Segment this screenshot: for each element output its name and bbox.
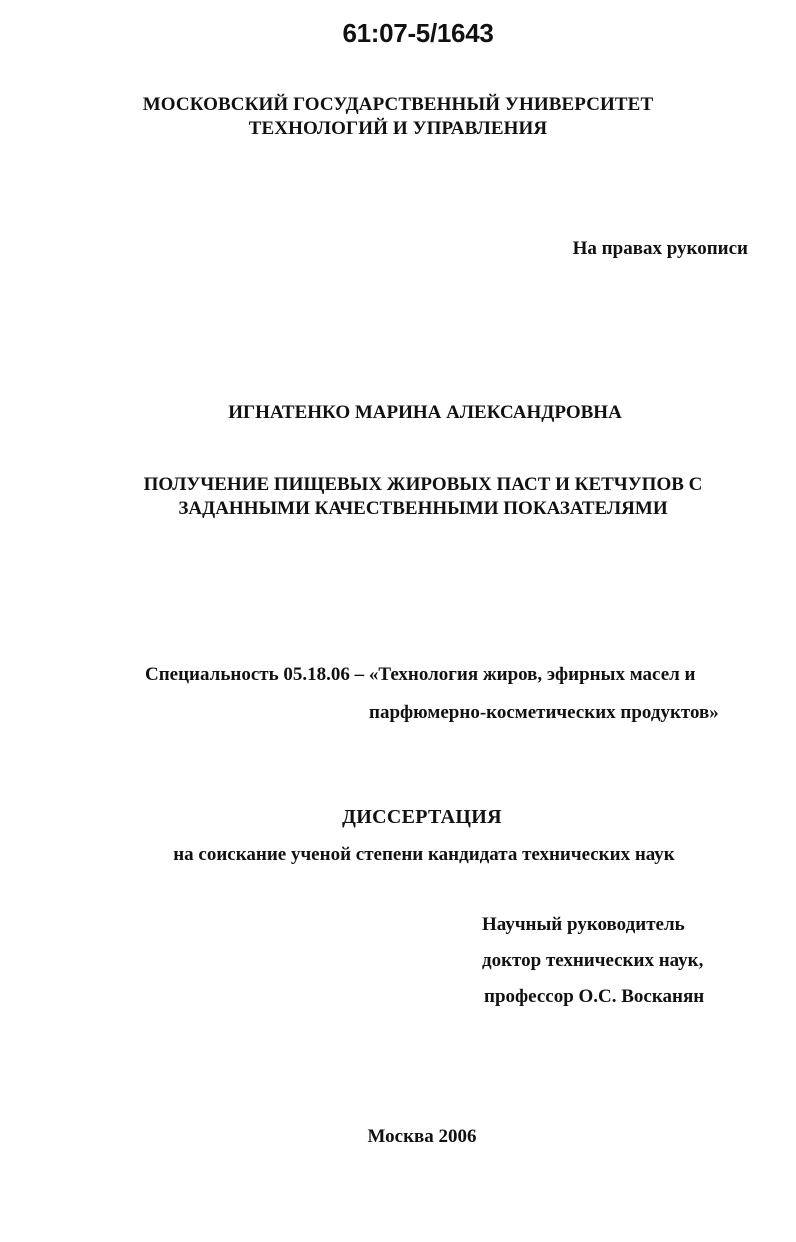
supervisor-name: профессор О.С. Восканян — [484, 986, 705, 1007]
city-year: Москва 2006 — [367, 1126, 477, 1147]
thesis-title-line1: ПОЛУЧЕНИЕ ПИЩЕВЫХ ЖИРОВЫХ ПАСТ И КЕТЧУПОВ С — [143, 474, 703, 495]
university-name-line2: ТЕХНОЛОГИЙ И УПРАВЛЕНИЯ — [248, 118, 548, 139]
supervisor-role: Научный руководитель — [482, 914, 685, 935]
specialty-line2: парфюмерно-косметических продуктов» — [369, 702, 719, 723]
catalog-number: 61:07-5/1643 — [342, 18, 494, 48]
thesis-title-line2: ЗАДАННЫМИ КАЧЕСТВЕННЫМИ ПОКАЗАТЕЛЯМИ — [178, 498, 668, 519]
degree-statement: на соискание ученой степени кандидата технических наук — [173, 844, 675, 865]
specialty-line1: Специальность 05.18.06 – «Технология жиров, эфирных масел и — [145, 664, 696, 685]
author-name: ИГНАТЕНКО МАРИНА АЛЕКСАНДРОВНА — [228, 402, 622, 423]
document-type: ДИССЕРТАЦИЯ — [342, 806, 502, 828]
university-name-line1: МОСКОВСКИЙ ГОСУДАРСТВЕННЫЙ УНИВЕРСИТЕТ — [142, 94, 654, 115]
supervisor-degree: доктор технических наук, — [482, 950, 704, 971]
manuscript-rights: На правах рукописи — [572, 238, 748, 259]
